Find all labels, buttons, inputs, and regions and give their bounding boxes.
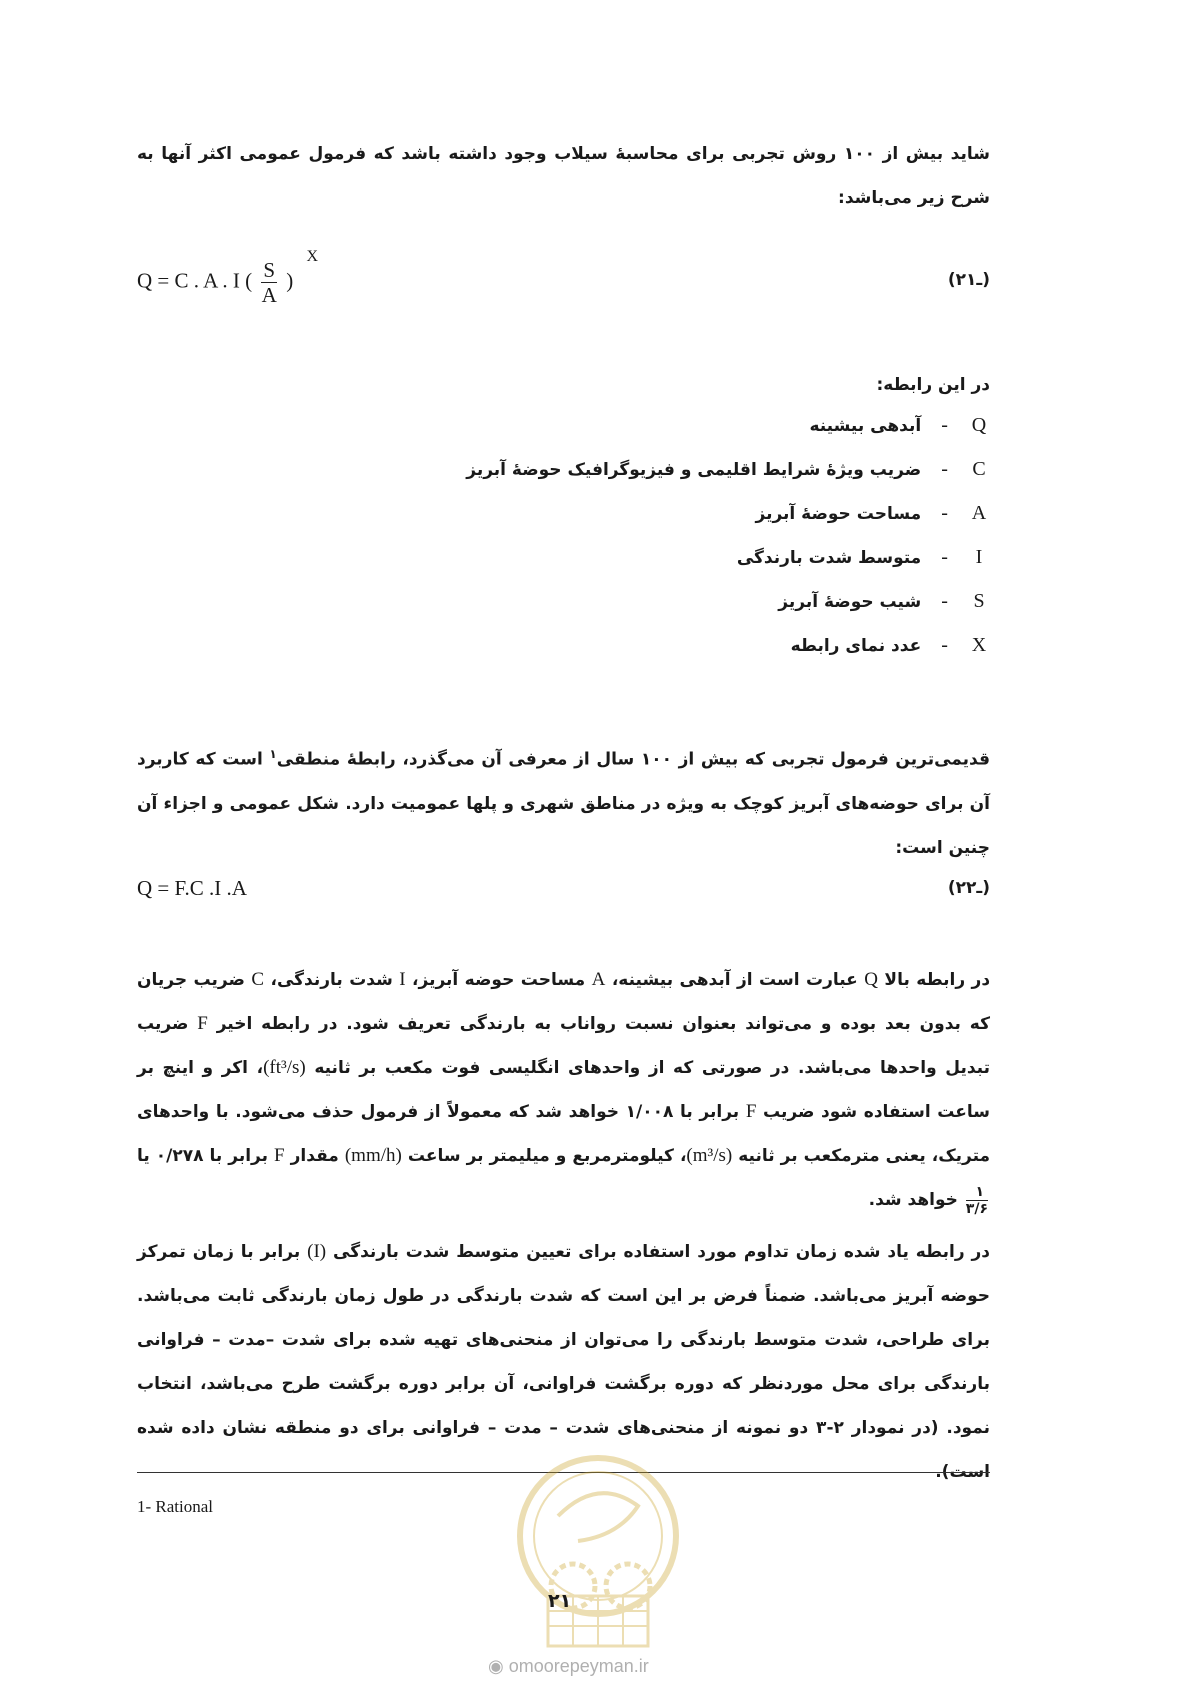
definition-row: شیب حوضهٔ آبریز - S: [778, 590, 985, 612]
definition-row: عدد نمای رابطه - X: [790, 634, 987, 656]
equation-1: [137, 248, 990, 308]
duration-paragraph: در رابطه یاد شده زمان تداوم مورد استفاده برای تعیین متوسط شدت بارندگی (I) برابر با زمان تمرکز حوضه آبریز می‌باشد. ضمناً فرض بر این است که شدت بارندگی در طول زمان بارندگی ثابت می‌باشد. برای طراحی، شدت متوسط بارندگی را می‌توان از منحنی‌های تهیه شده برای شدت –مدت – فراوانی بارندگی برای محل موردنظر که دوره برگشت فراوانی، آن برابر دوره برگشت طرح می‌باشد، انتخاب نمود. (در نمودار ۲-۳ دو نمونه از منحنی‌های شدت – مدت – فراوانی برای دو منطقه نشان داده شده است).: [137, 1241, 991, 1482]
conversion-fraction: $\frac{۱}{۳/۶}$: [965, 1183, 988, 1217]
rational-paragraph: قدیمی‌ترین فرمول تجربی که بیش از ۱۰۰ سال از معرفی آن می‌گذرد، رابطهٔ منطقی$^۱$ است که کاربرد آن برای حوضه‌های آبریز کوچک به ویژه در مناطق شهری و پلها عمومیت دارد. شکل عمومی و اجزاء آن چنین است:: [137, 747, 991, 858]
footnote-mark: ۱: [269, 747, 277, 761]
footnote-text: 1- Rational: [137, 1497, 214, 1516]
definition-row: ضریب ویژهٔ شرایط اقلیمی و فیزیوگرافیک حوضهٔ آبریز - C: [466, 458, 986, 480]
explanation-paragraph: در رابطه بالا Q عبارت است از آبدهی بیشینه، A مساحت حوضه آبریز، I شدت بارندگی، C ضریب جریان که بدون بعد بوده و می‌تواند بعنوان نسبت رواناب به بارندگی تعریف شود. در رابطه اخیر F ضریب تبدیل واحدها می‌باشد. در صورتی که از واحدهای انگلیسی فوت مکعب بر ثانیه (ft³/s)، اکر و اینچ بر ساعت استفاده شود ضریب F برابر با ۱/۰۰۸ خواهد شد که معمولاً از فرمول حذف می‌شود. با واحدهای متریک، یعنی مترمکعب بر ثانیه (m³/s)، کیلومترمربع و میلیمتر بر ساعت (mm/h) مقدار F برابر با ۰/۲۷۸ یا $\frac{۱}{۳/۶}$ خواهد شد.: [137, 969, 991, 1217]
equation-1-formula: Q = C . A . I ( $\frac{S}{A}$ ) $^X$: [137, 248, 319, 307]
equation-2: [137, 868, 990, 928]
definition-row: متوسط شدت بارندگی - I: [736, 546, 983, 568]
definition-row: مساحت حوضهٔ آبریز - A: [755, 502, 987, 524]
definition-row: آبدهی بیشینه - Q: [809, 414, 987, 436]
equation-1-number: (۲ـ۱): [947, 270, 990, 290]
definitions-heading: در این رابطه:: [876, 375, 990, 395]
equation-1-fraction: $\frac{S}{A}$: [261, 258, 277, 307]
intro-paragraph: [137, 132, 990, 220]
intro-text: شاید بیش از ۱۰۰ روش تجربی برای محاسبهٔ سیلاب وجود داشته باشد که فرمول عمومی اکثر آنها به شرح زیر می‌باشد:: [137, 144, 990, 208]
watermark-url: ◉ omoorepeyman.ir: [488, 1656, 649, 1676]
watermark-logo: [478, 1446, 718, 1660]
page-number: ۲۱: [548, 1590, 572, 1612]
equation-1-exponent: X: [306, 248, 319, 266]
equation-2-number: (۲ـ۲): [947, 878, 990, 898]
equation-2-formula: Q = F.C .I .A: [137, 876, 247, 900]
